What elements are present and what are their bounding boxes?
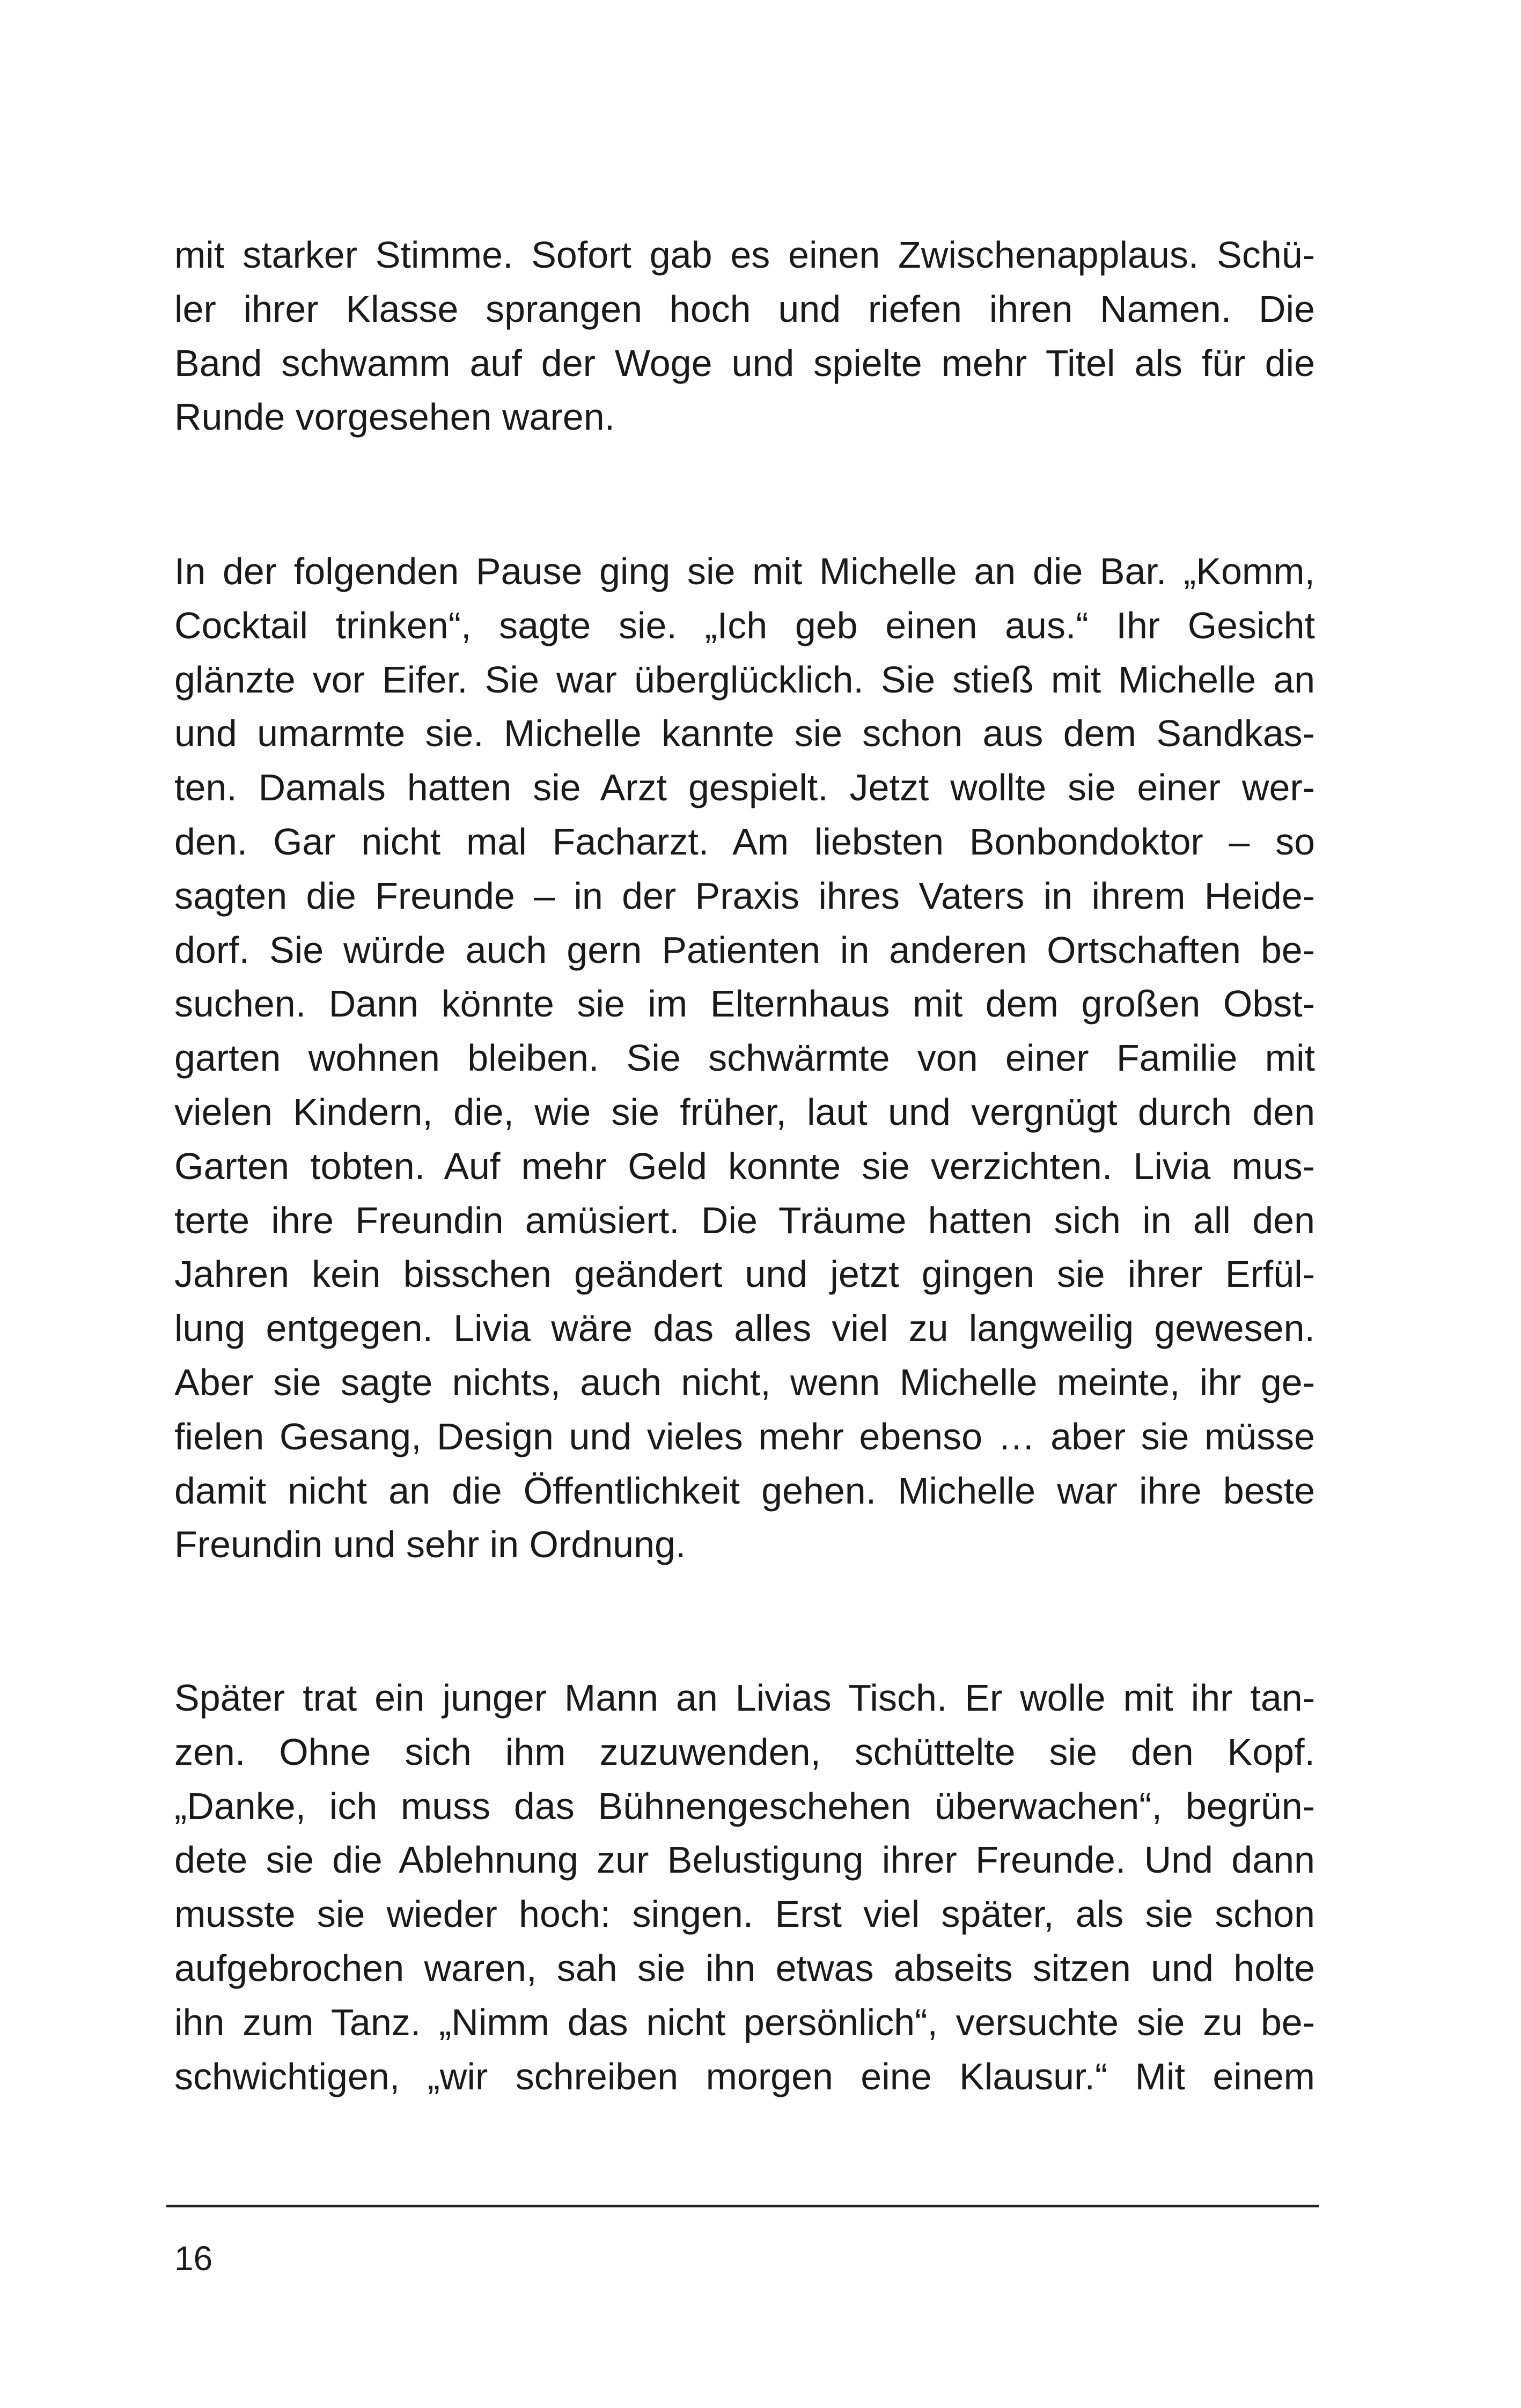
text-line bbox=[174, 1725, 1315, 1779]
page-number: 16 bbox=[174, 2239, 213, 2278]
text-line bbox=[174, 1779, 1315, 1833]
line-text: suchen. Dann könnte sie im Elternhaus mit dem großen Obst- bbox=[174, 983, 1315, 1025]
text-line bbox=[174, 282, 1315, 336]
line-text: In der folgenden Pause ging sie mit Michelle an die Bar. „Komm, bbox=[174, 550, 1315, 592]
line-text: sagten die Freunde – in der Praxis ihres Vaters in ihrem Heide- bbox=[174, 874, 1315, 917]
line-text: terte ihre Freundin amüsiert. Die Träume hatten sich in all den bbox=[174, 1199, 1315, 1241]
text-line bbox=[174, 1941, 1315, 1995]
text-line bbox=[174, 706, 1315, 761]
text-line bbox=[174, 815, 1315, 869]
text-line bbox=[174, 336, 1315, 391]
line-text: garten wohnen bleiben. Sie schwärmte von einer Familie mit bbox=[174, 1037, 1315, 1079]
footer-divider bbox=[166, 2205, 1319, 2207]
text-line bbox=[174, 228, 1315, 282]
line-text: Jahren kein bisschen geändert und jetzt gingen sie ihrer Erfül- bbox=[174, 1253, 1315, 1295]
line-text: lung entgegen. Livia wäre das alles viel zu langweilig gewesen. bbox=[174, 1307, 1315, 1350]
line-text: Band schwamm auf der Woge und spielte mehr Titel als für die bbox=[174, 342, 1315, 384]
line-text: ihn zum Tanz. „Nimm das nicht persönlich“, versuchte sie zu be- bbox=[174, 2001, 1315, 2043]
line-text: und umarmte sie. Michelle kannte sie schon aus dem Sandkas- bbox=[174, 712, 1315, 755]
line-text: ten. Damals hatten sie Arzt gespielt. Jetzt wollte sie einer wer- bbox=[174, 767, 1315, 809]
text-line bbox=[174, 1031, 1315, 1085]
line-text: dete sie die Ablehnung zur Belustigung ihrer Freunde. Und dann bbox=[174, 1839, 1315, 1881]
text-line bbox=[174, 2050, 1315, 2104]
text-line bbox=[174, 1085, 1315, 1139]
text-line bbox=[174, 977, 1315, 1031]
line-text: fielen Gesang, Design und vieles mehr ebenso … aber sie müsse bbox=[174, 1415, 1315, 1457]
line-text: glänzte vor Eifer. Sie war überglücklich. Sie stieß mit Michelle an bbox=[174, 658, 1315, 701]
text-line: Runde vorgesehen waren. bbox=[174, 396, 615, 438]
text-line bbox=[174, 1671, 1315, 1725]
text-line bbox=[174, 761, 1315, 815]
text-line bbox=[174, 1464, 1315, 1518]
text-line bbox=[174, 1833, 1315, 1887]
line-text: Cocktail trinken“, sagte sie. „Ich geb einen aus.“ Ihr Gesicht bbox=[174, 604, 1315, 646]
line-text: ler ihrer Klasse sprangen hoch und riefen ihren Namen. Die bbox=[174, 288, 1315, 330]
line-text: vielen Kindern, die, wie sie früher, laut und vergnügt durch den bbox=[174, 1091, 1315, 1133]
text-line bbox=[174, 1887, 1315, 1941]
text-line bbox=[174, 1247, 1315, 1301]
paragraph bbox=[174, 544, 1315, 1572]
text-line: Freundin und sehr in Ordnung. bbox=[174, 1523, 686, 1566]
line-text: damit nicht an die Öffentlichkeit gehen. Michelle war ihre beste bbox=[174, 1469, 1315, 1512]
text-line bbox=[174, 653, 1315, 707]
text-line bbox=[174, 599, 1315, 653]
text-line bbox=[174, 544, 1315, 599]
line-text: den. Gar nicht mal Facharzt. Am liebsten Bonbondoktor – so bbox=[174, 820, 1315, 863]
line-text: Aber sie sagte nichts, auch nicht, wenn Michelle meinte, ihr ge- bbox=[174, 1361, 1315, 1403]
text-line bbox=[174, 923, 1315, 977]
text-line bbox=[174, 1301, 1315, 1356]
line-text: musste sie wieder hoch: singen. Erst viel später, als sie schon bbox=[174, 1893, 1315, 1935]
line-text: aufgebrochen waren, sah sie ihn etwas abseits sitzen und holte bbox=[174, 1947, 1315, 1989]
text-line bbox=[174, 1139, 1315, 1194]
paragraph bbox=[174, 228, 1315, 444]
line-text: schwichtigen, „wir schreiben morgen eine Klausur.“ Mit einem bbox=[174, 2055, 1315, 2097]
line-text: zen. Ohne sich ihm zuzuwenden, schüttelte sie den Kopf. bbox=[174, 1730, 1315, 1773]
text-line bbox=[174, 1194, 1315, 1248]
text-line bbox=[174, 1995, 1315, 2050]
text-line bbox=[174, 1410, 1315, 1464]
line-text: dorf. Sie würde auch gern Patienten in anderen Ortschaften be- bbox=[174, 929, 1315, 971]
text-line bbox=[174, 869, 1315, 923]
paragraph bbox=[174, 1671, 1315, 2103]
line-text: mit starker Stimme. Sofort gab es einen Zwischenapplaus. Schü- bbox=[174, 234, 1315, 276]
line-text: „Danke, ich muss das Bühnengeschehen überwachen“, begrün- bbox=[174, 1785, 1315, 1827]
line-text: Garten tobten. Auf mehr Geld konnte sie verzichten. Livia mus- bbox=[174, 1145, 1315, 1187]
text-line bbox=[174, 1356, 1315, 1410]
line-text: Später trat ein junger Mann an Livias Tisch. Er wolle mit ihr tan- bbox=[174, 1677, 1315, 1719]
